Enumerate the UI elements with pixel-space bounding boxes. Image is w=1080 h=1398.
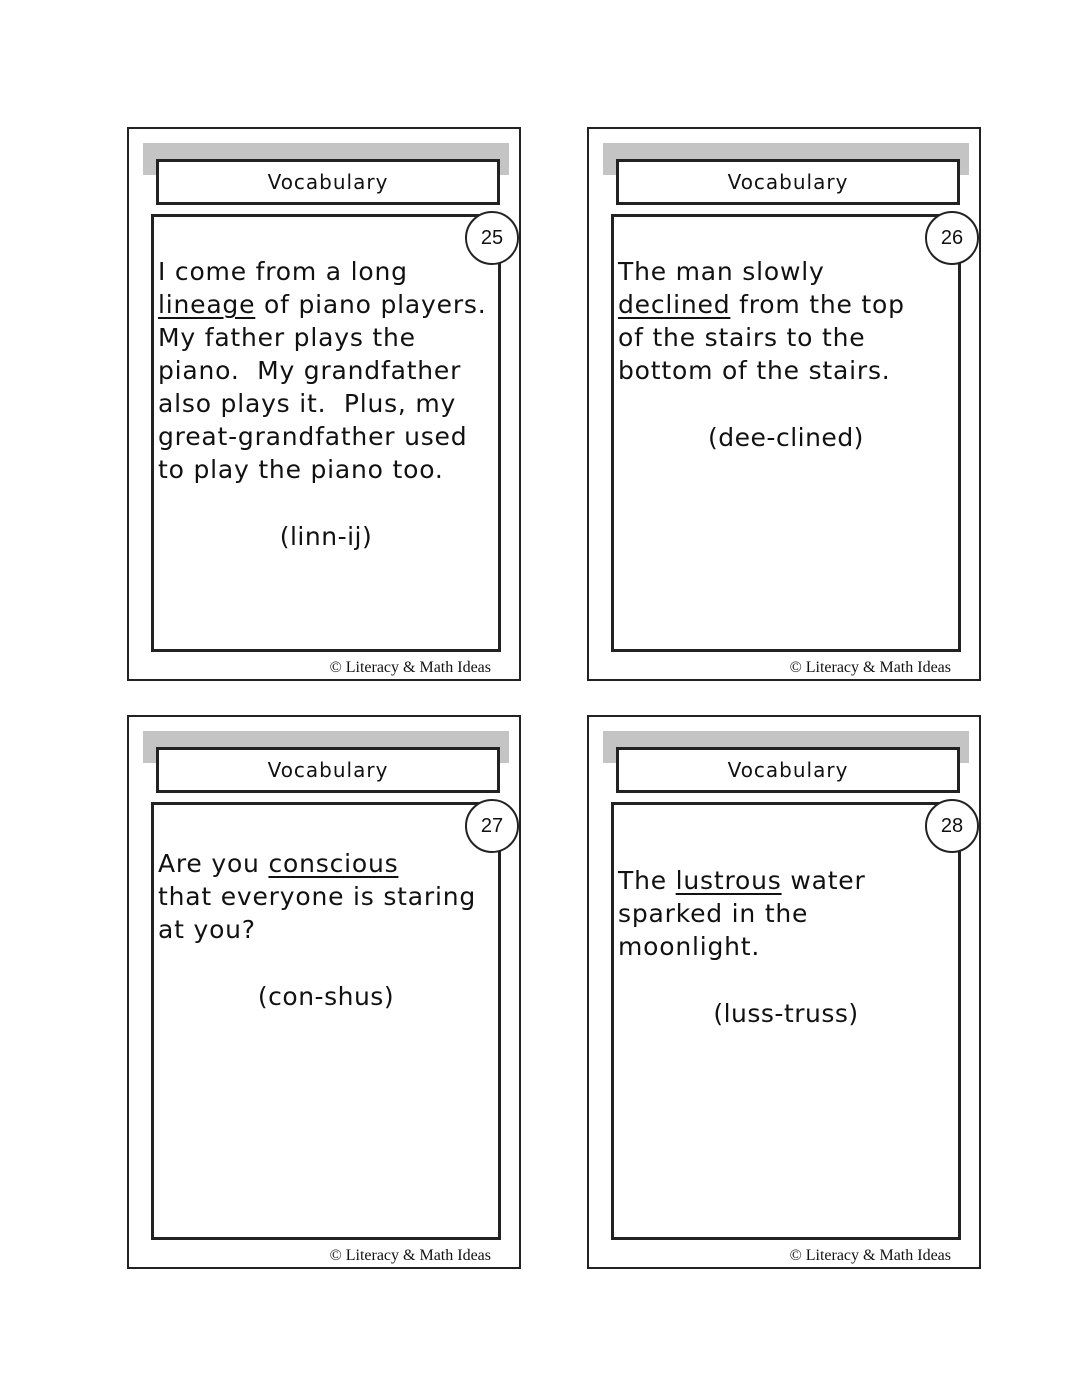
sentence-line: to play the piano too. — [158, 455, 444, 484]
pronunciation: (luss-truss) — [713, 999, 859, 1028]
sentence-line: I come from a long — [158, 257, 408, 286]
sentence-line: sparked in the — [618, 899, 809, 928]
example-sentence — [618, 255, 954, 387]
copyright-footer: © Literacy & Math Ideas — [789, 1247, 951, 1264]
card-number-badge: 28 — [925, 799, 979, 853]
example-sentence — [158, 847, 494, 946]
example-sentence — [158, 255, 494, 486]
card-number-badge: 25 — [465, 211, 519, 265]
card-number-badge: 26 — [925, 211, 979, 265]
vocabulary-card-28 — [587, 715, 981, 1269]
sentence-line: The man slowly — [618, 257, 825, 286]
sentence-line: Are you conscious — [158, 849, 399, 878]
copyright-footer: © Literacy & Math Ideas — [329, 1247, 491, 1264]
vocabulary-word: conscious — [268, 849, 399, 878]
vocabulary-word: declined — [618, 290, 731, 319]
vocabulary-word: lineage — [158, 290, 256, 319]
card-header: Vocabulary — [156, 747, 500, 793]
sentence-line: that everyone is staring — [158, 882, 477, 911]
sentence-line: also plays it. Plus, my — [158, 389, 457, 418]
vocabulary-word: lustrous — [675, 866, 782, 895]
sentence-line: at you? — [158, 915, 256, 944]
pronunciation: (linn-ij) — [279, 522, 373, 551]
card-header: Vocabulary — [616, 747, 960, 793]
copyright-footer: © Literacy & Math Ideas — [789, 659, 951, 676]
pronunciation: (dee-clined) — [708, 423, 864, 452]
example-sentence — [618, 864, 954, 963]
pronunciation: (con-shus) — [257, 982, 395, 1011]
sentence-line: great-grandfather used — [158, 422, 468, 451]
card-header: Vocabulary — [616, 159, 960, 205]
sentence-line: My father plays the — [158, 323, 416, 352]
sentence-line: piano. My grandfather — [158, 356, 462, 385]
sentence-line: declined from the top — [618, 290, 905, 319]
card-header: Vocabulary — [156, 159, 500, 205]
sentence-line: lineage of piano players. — [158, 290, 487, 319]
sentence-line: bottom of the stairs. — [618, 356, 891, 385]
card-number-badge: 27 — [465, 799, 519, 853]
sentence-line: moonlight. — [618, 932, 761, 961]
vocabulary-card-26 — [587, 127, 981, 681]
vocabulary-card-25 — [127, 127, 521, 681]
sentence-line: of the stairs to the — [618, 323, 866, 352]
sentence-line: The lustrous water — [618, 866, 866, 895]
vocabulary-card-27 — [127, 715, 521, 1269]
copyright-footer: © Literacy & Math Ideas — [329, 659, 491, 676]
